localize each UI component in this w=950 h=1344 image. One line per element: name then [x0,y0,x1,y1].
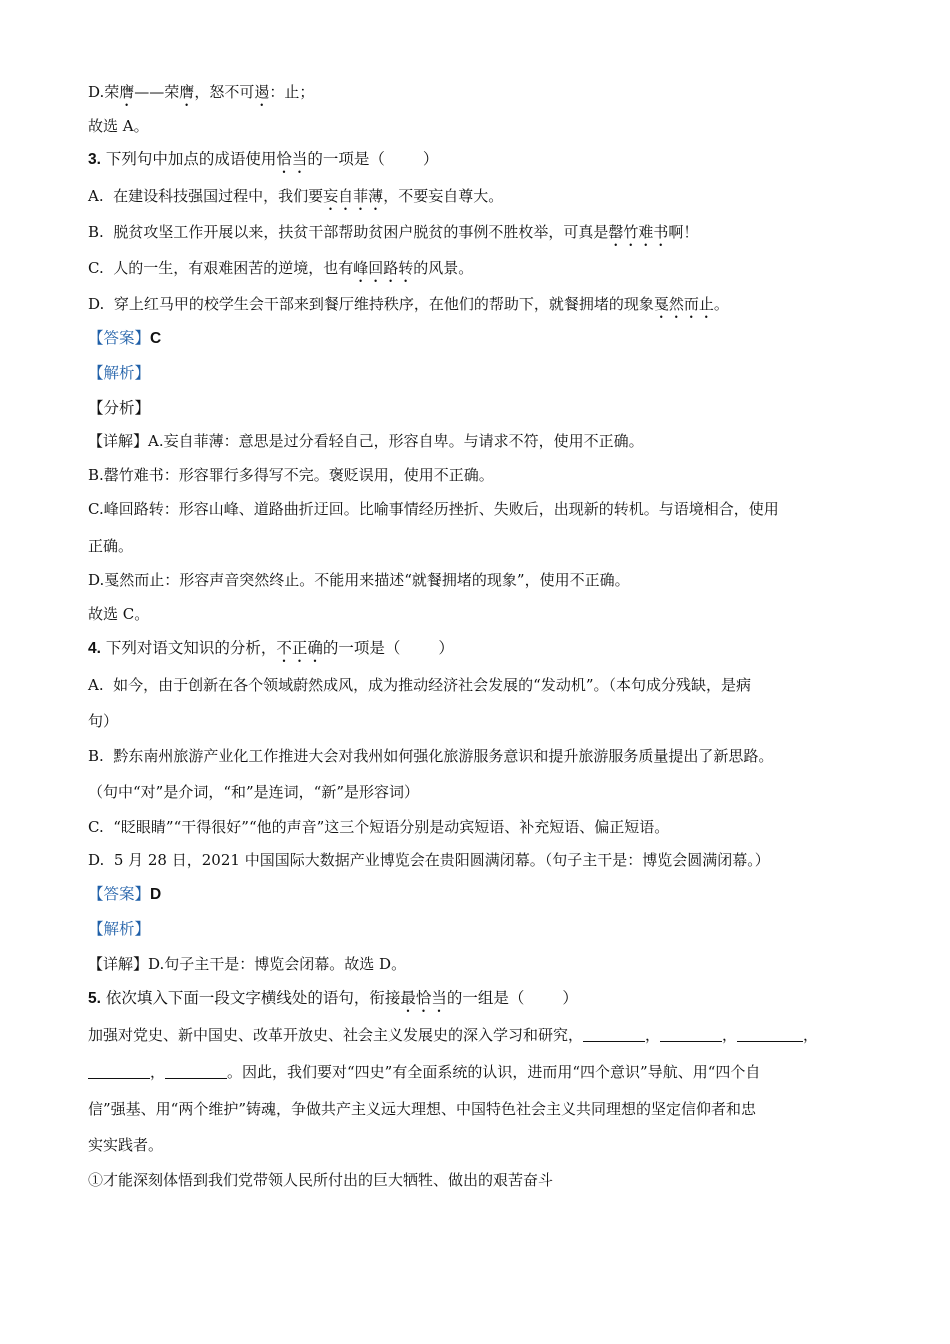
q5-item-1: ①才能深刻体悟到我们党带领人民所付出的巨大牺牲、做出的艰苦奋斗 [88,1171,554,1189]
q3-fenxi-tag: 【分析】 [88,399,151,417]
fill-blank-1[interactable] [583,1025,645,1042]
q3-option-d: D. 穿上红马甲的校学生会干部来到餐厅维持秩序，在他们的帮助下，就餐拥堵的现象戛然而止。 [88,295,729,313]
q4-option-c: C. “眨眼睛”“干得很好”“他的声音”这三个短语分别是动宾短语、补充短语、偏正短语。 [88,818,670,836]
q3-option-a: A. 在建设科技强国过程中，我们要妄自菲薄，不要妄自尊大。 [88,187,504,205]
q3-stem: 3. 下列句中加点的成语使用恰当的一项是（ ） [88,150,439,168]
dotted-char: 膺 [119,83,135,101]
q5-passage-line3: 信”强基、用“两个维护”铸魂，争做共产主义远大理想、中国特色社会主义共同理想的坚定信仰者和忠 [88,1100,757,1118]
dotted-char: 遏 [254,83,270,101]
q4-option-b: B. 黔东南州旅游产业化工作推进大会对我州如何强化旅游服务意识和提升旅游服务质量提出了新思路。 [88,747,774,765]
q3-detail-c1: C.峰回路转：形容山峰、道路曲折迂回。比喻事情经历挫折、失败后，出现新的转机。与语境相合，使用 [88,500,779,518]
q3-detail-b: B.罄竹难书：形容罪行多得写不完。褒贬误用，使用不正确。 [88,466,494,484]
q2-option-d: D.荣膺——荣膺，怒不可遏：止； [88,83,315,101]
q3-analysis-tag: 【解析】 [88,364,151,382]
q3-detail-d: D.戛然而止：形容声音突然终止。不能用来描述“就餐拥堵的现象”，使用不正确。 [88,571,630,589]
q4-option-a-cont: 句） [88,712,119,730]
q4-detail: 【详解】D.句子主干是：博览会闭幕。故选 D。 [88,955,407,973]
q5-passage-line1: 加强对党史、新中国史、改革开放史、社会主义发展史的深入学习和研究， ， ， ， [88,1026,819,1044]
dotted-char: 膺 [179,83,195,101]
q5-passage-line4: 实实践者。 [88,1136,164,1154]
fill-blank-3[interactable] [737,1025,803,1042]
q4-option-d: D. 5 月 28 日，2021 中国国际大数据产业博览会在贵阳圆满闭幕。（句子主干是：博览会圆满闭幕。） [88,851,770,869]
q4-option-a: A. 如今，由于创新在各个领域蔚然成风，成为推动经济社会发展的“发动机”。（本句成分残缺，是病 [88,676,751,694]
q4-analysis-tag: 【解析】 [88,920,151,938]
q4-stem: 4. 下列对语文知识的分析，不正确的一项是（ ） [88,639,454,657]
q4-option-b-cont: （句中“对”是介词，“和”是连词，“新”是形容词） [88,783,420,801]
fill-blank-4[interactable] [88,1062,150,1079]
q3-conclusion: 故选 C。 [88,605,150,623]
q3-option-c: C. 人的一生，有艰难困苦的逆境，也有峰回路转的风景。 [88,259,474,277]
q5-stem: 5. 依次填入下面一段文字横线处的语句，衔接最恰当的一组是（ ） [88,989,578,1007]
q3-detail-a: 【详解】A.妄自菲薄：意思是过分看轻自己，形容自卑。与请求不符，使用不正确。 [88,432,644,450]
q3-detail-c2: 正确。 [88,537,134,555]
fill-blank-2[interactable] [660,1025,722,1042]
q5-passage-line2: ， 。因此，我们要对“四史”有全面系统的认识，进而用“四个意识”导航、用“四个自 [88,1062,760,1082]
fill-blank-5[interactable] [165,1062,227,1079]
q3-answer: 【答案】C [88,329,162,347]
q3-option-b: B. 脱贫攻坚工作开展以来，扶贫干部帮助贫困户脱贫的事例不胜枚举，可真是罄竹难书啊！ [88,223,699,241]
q4-answer: 【答案】D [88,885,162,903]
q2-conclusion: 故选 A。 [88,117,149,135]
